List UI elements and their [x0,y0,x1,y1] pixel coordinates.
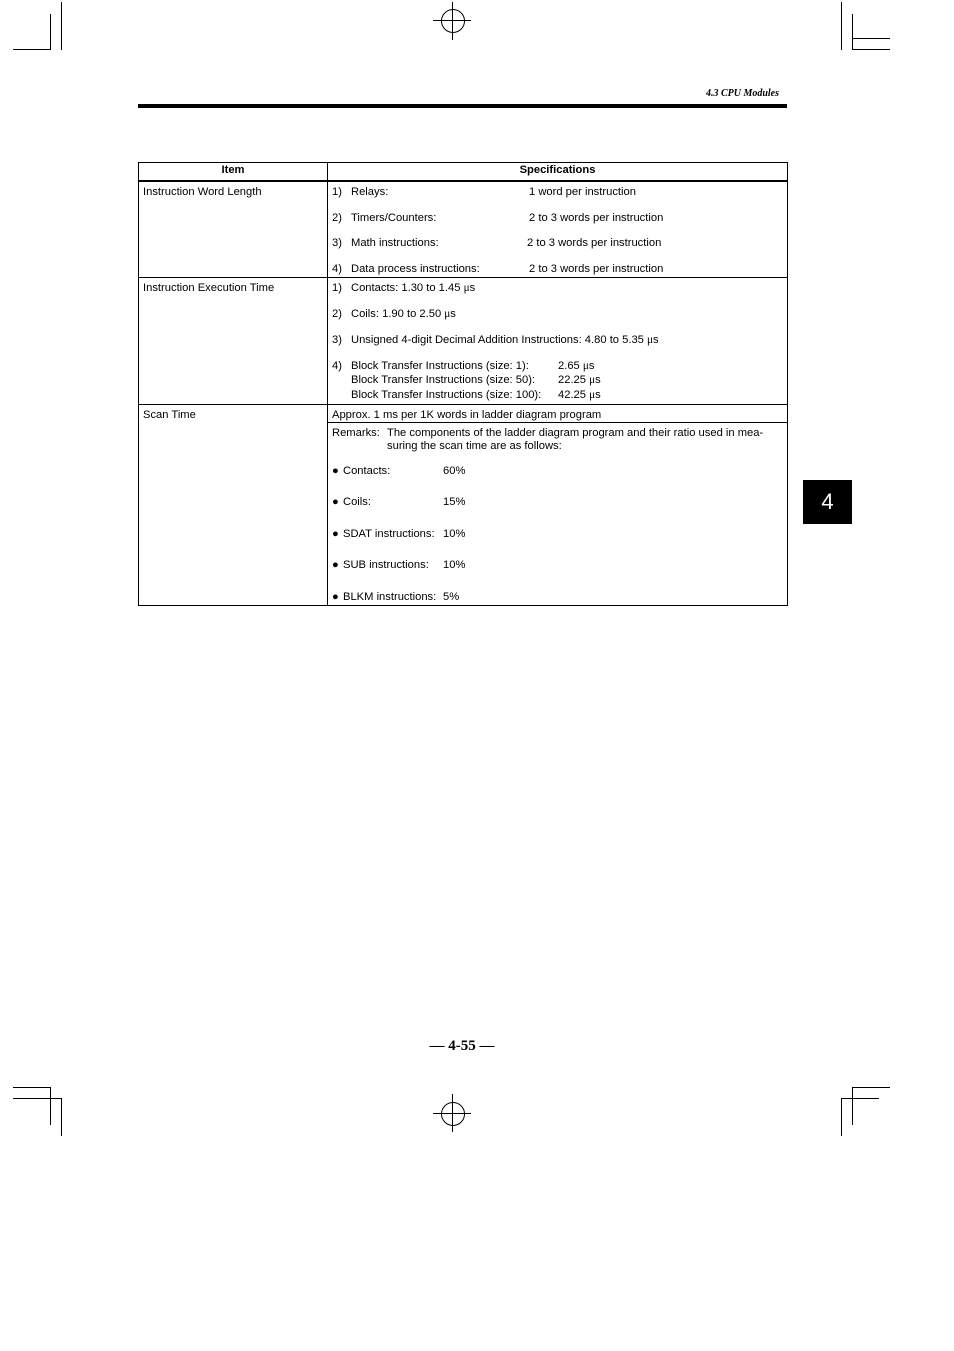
list-item: ● SUB instructions: 10% [332,559,466,571]
item-word-length: Instruction Word Length [139,181,328,278]
list-item: ● SDAT instructions: 10% [332,528,466,540]
list-item: Block Transfer Instructions (size: 50): 22.25 μs [351,374,601,386]
list-item: 1) Contacts: 1.30 to 1.45 μs [332,282,476,294]
item-execution-time: Instruction Execution Time [139,278,328,405]
spec-scan-time-remarks [328,423,788,606]
list-item: Block Transfer Instructions (size: 100): 42.25 μs [351,389,601,401]
list-item: 3) Unsigned 4-digit Decimal Addition Instructions: 4.80 to 5.35 μs [332,334,659,346]
page-number: — 4-55 — [429,1038,495,1054]
list-item: ● Contacts: 60% [332,465,466,477]
list-item: 3) Math instructions: 2 to 3 words per instruction [332,237,662,249]
list-item: 4) Data process instructions: 2 to 3 words per instruction [332,263,664,275]
spec-word-length [328,181,788,278]
remarks-line: Remarks: The components of the ladder diagram program and their ratio used in mea- [332,427,764,439]
column-header-item: Item [139,163,328,182]
table-row [139,405,788,423]
spec-scan-time-approx: Approx. 1 ms per 1K words in ladder diagram program [328,405,788,423]
list-item: ● Coils: 15% [332,496,466,508]
list-item: 2) Coils: 1.90 to 2.50 μs [332,308,456,320]
table-header-row [139,163,788,182]
remarks-line: suring the scan time are as follows: [387,440,562,452]
spec-execution-time [328,278,788,405]
list-item: 4) Block Transfer Instructions (size: 1): 2.65 μs [332,360,595,372]
list-item: ● BLKM instructions: 5% [332,591,460,603]
chapter-tab: 4 [803,480,852,524]
header-rule [138,104,787,108]
section-header: 4.3 CPU Modules [705,88,779,99]
table-row [139,181,788,278]
table-row [139,278,788,405]
item-scan-time: Scan Time [139,405,328,606]
specifications-table [138,162,788,606]
list-item: 1) Relays: 1 word per instruction [332,186,636,198]
column-header-specifications: Specifications [328,163,788,182]
list-item: 2) Timers/Counters: 2 to 3 words per instruction [332,212,664,224]
